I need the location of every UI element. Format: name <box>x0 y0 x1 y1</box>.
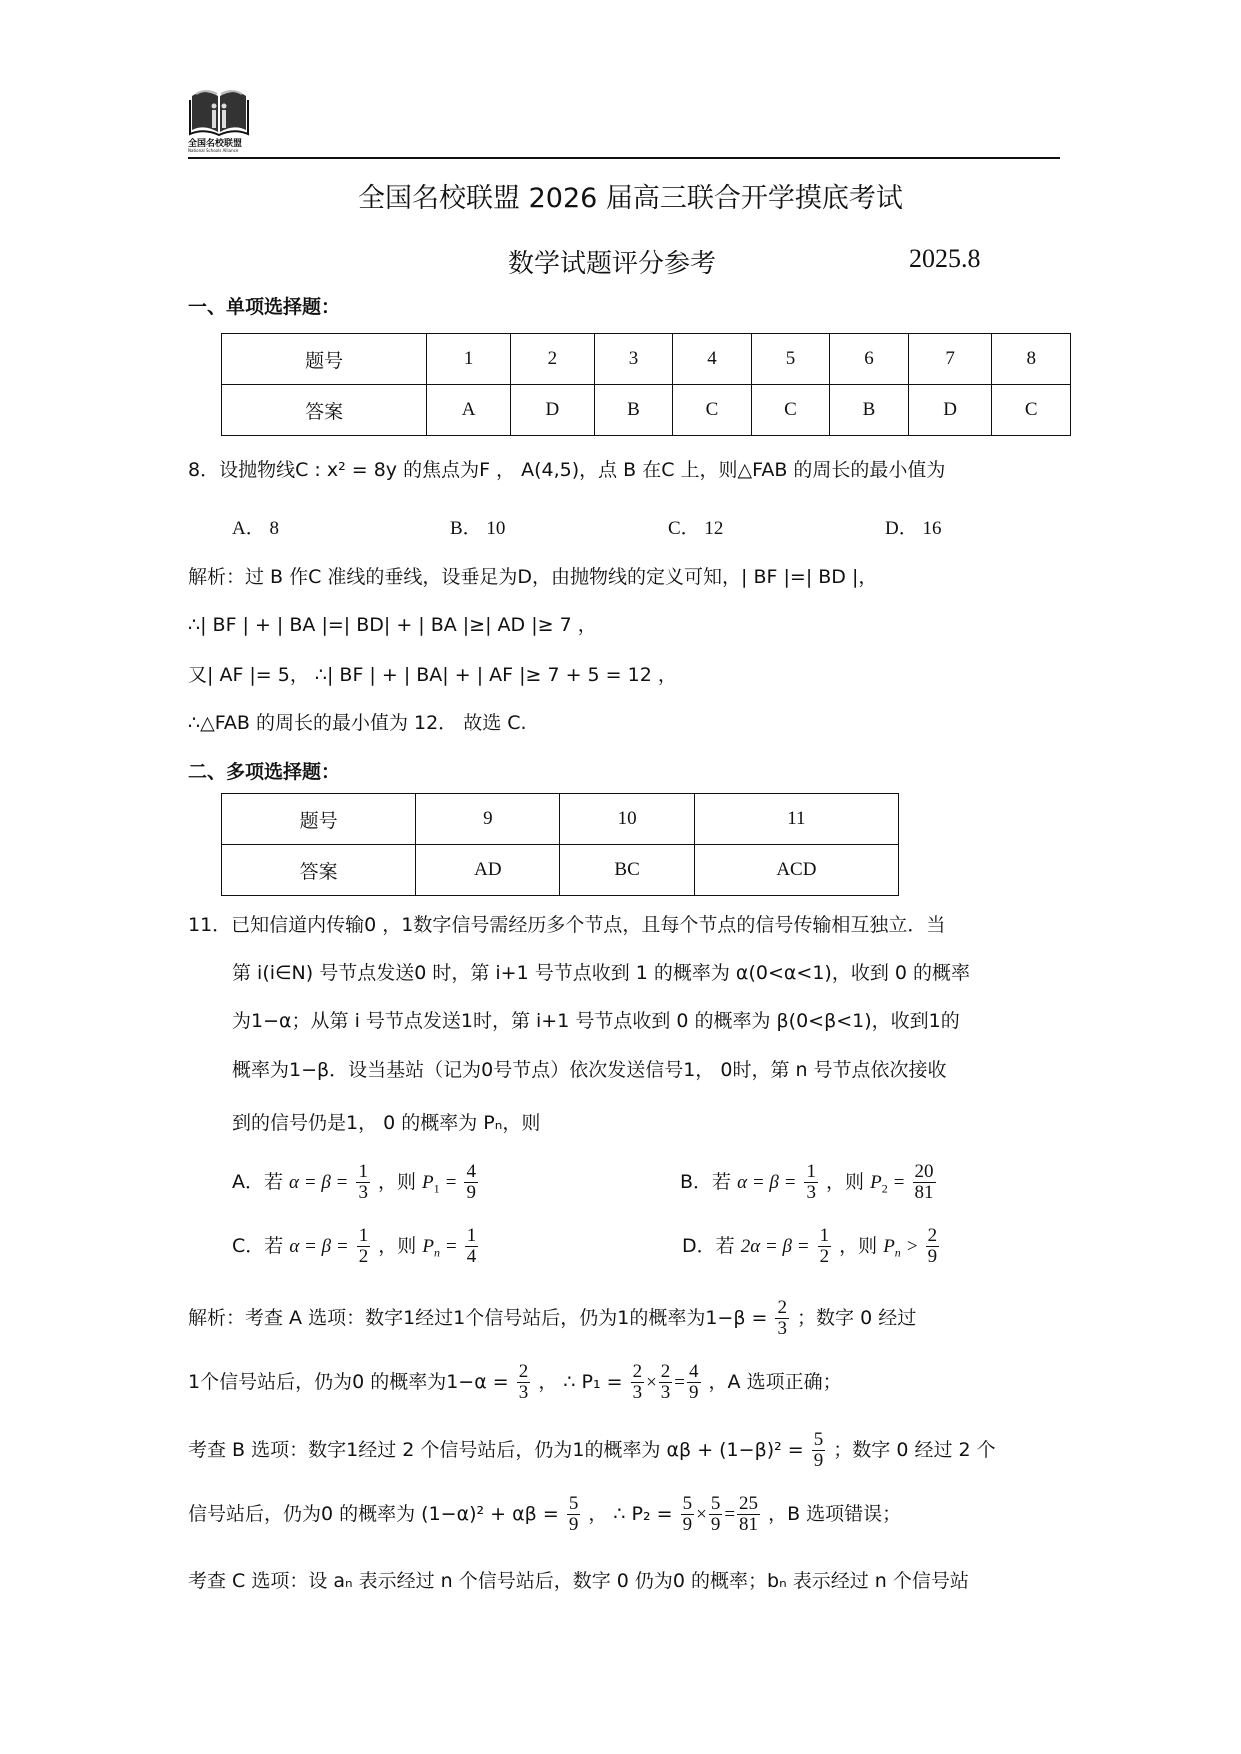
q11-stem-line: 概率为1−β．设当基站（记为0号节点）依次发送信号1， 0时，第 n 号节点依次接收 <box>232 1059 947 1081</box>
fraction: $\frac{5}{9}$ <box>813 1429 824 1471</box>
fraction: $\frac{1}{3}$ <box>358 1161 368 1203</box>
option-condition: 2α = β = <box>740 1235 810 1257</box>
q8-solution-line: ∴△FAB 的周长的最小值为 12． 故选 C. <box>188 712 527 734</box>
q11-stem-line: 到的信号仍是1， 0 的概率为 Pₙ，则 <box>232 1112 541 1134</box>
question-number: 3 <box>594 334 673 385</box>
option-label: D．若 <box>682 1234 735 1257</box>
q8-stem: 8．设抛物线C : x² = 8y 的焦点为F ， A(4,5)，点 B 在C 上，则△FAB 的周长的最小值为 <box>188 459 946 481</box>
q8-option-d: D． 16 <box>885 518 942 539</box>
q8-solution-line: 解析：过 B 作C 准线的垂线，设垂足为D，由抛物线的定义可知，| BF |=| BD |， <box>188 566 878 588</box>
question-number: 6 <box>830 334 909 385</box>
fraction: $\frac{1}{2}$ <box>819 1225 830 1267</box>
row-label: 答案 <box>222 845 416 896</box>
q11-solution-a-line2: 1个信号站后，仍为0 的概率为1−α = $\frac{2}{3}$ ， ∴ P₁ = $\frac{2}{3}$ × $\frac{2}{3}$ = $\frac{4}{9}$ ，A 选项正确； <box>188 1361 842 1403</box>
answer-cell: C <box>673 385 752 436</box>
book-logo-icon <box>188 86 250 136</box>
section-heading-multiple-choice: 二、多项选择题： <box>188 761 341 783</box>
section-heading-single-choice: 一、单项选择题： <box>188 296 341 318</box>
question-number: 8 <box>992 334 1071 385</box>
table-row-answers <box>222 845 899 896</box>
option-label: A．若 <box>232 1170 283 1193</box>
q11-solution-a-line1: 解析：考查 A 选项：数字1经过1个信号站后，仍为1的概率为1−β = $\frac{2}{3}$ ；数字 0 经过 <box>188 1297 917 1339</box>
fraction: $\frac{2}{3}$ <box>777 1297 787 1339</box>
row-label: 题号 <box>222 334 427 385</box>
answer-cell: BC <box>560 845 694 896</box>
question-number: 10 <box>560 794 694 845</box>
document-subtitle: 数学试题评分参考 <box>508 249 717 279</box>
fraction: $\frac{1}{3}$ <box>806 1161 816 1203</box>
q11-solution-b-line1: 考查 B 选项：数字1经过 2 个信号站后，仍为1的概率为 αβ + (1−β)² = $\frac{5}{9}$ ；数字 0 经过 2 个 <box>188 1429 996 1471</box>
option-then: ，则 <box>826 1170 865 1193</box>
q8-solution-line: ∴| BF | + | BA |=| BD| + | BA |≥| AD |≥ 7 ， <box>188 614 597 636</box>
question-number: 5 <box>751 334 830 385</box>
answer-cell: C <box>992 385 1071 436</box>
answer-cell: D <box>510 385 594 436</box>
question-number: 4 <box>673 334 752 385</box>
option-condition: α = β = <box>737 1171 797 1193</box>
fraction: $\frac{25}{81}$ <box>739 1493 759 1535</box>
option-condition: α = β = <box>289 1235 349 1257</box>
fraction: $\frac{2}{3}$ <box>660 1361 671 1403</box>
q11-option-c: C．若 α = β = $\frac{1}{2}$ ，则 $P_n$ = $\frac{1}{4}$ <box>232 1225 477 1267</box>
q11-option-a: A．若 α = β = $\frac{1}{3}$ ，则 $P_1$ = $\frac{4}{9}$ <box>232 1161 476 1203</box>
logo-text-en: National Schools Alliance <box>188 148 239 153</box>
option-then: ，则 <box>377 1170 416 1193</box>
exam-title: 全国名校联盟 2026 届高三联合开学摸底考试 <box>358 183 903 214</box>
answer-cell: B <box>830 385 909 436</box>
fraction: $\frac{4}{9}$ <box>689 1361 699 1403</box>
q8-option-b: B． 10 <box>450 518 506 539</box>
option-then: ，则 <box>378 1234 417 1257</box>
fraction: $\frac{20}{81}$ <box>914 1161 934 1203</box>
q11-option-d: D．若 2α = β = $\frac{1}{2}$ ，则 $P_n$ > $\frac{2}{9}$ <box>682 1225 938 1267</box>
logo-text-cn: 全国名校联盟 <box>188 139 243 149</box>
question-number: 1 <box>427 334 511 385</box>
answer-cell: B <box>594 385 673 436</box>
fraction: $\frac{2}{3}$ <box>632 1361 643 1403</box>
row-label: 题号 <box>222 794 416 845</box>
q8-solution-line: 又| AF |= 5， ∴| BF | + | BA| + | AF |≥ 7 + 5 = 12 ， <box>188 664 677 686</box>
table-row-numbers <box>222 334 1071 385</box>
answer-cell: AD <box>416 845 560 896</box>
answer-cell: C <box>751 385 830 436</box>
q11-stem-line: 为1−α；从第 i 号节点发送1时，第 i+1 号节点收到 0 的概率为 β(0<β<1)，收到1的 <box>232 1010 960 1032</box>
q8-option-c: C． 12 <box>668 518 724 539</box>
fraction: $\frac{5}{9}$ <box>682 1493 693 1535</box>
fraction: $\frac{1}{4}$ <box>466 1225 477 1267</box>
q8-option-a: A． 8 <box>232 518 279 539</box>
answer-cell: A <box>427 385 511 436</box>
q11-solution-c-line1: 考查 C 选项：设 aₙ 表示经过 n 个信号站后，数字 0 仍为0 的概率；bₙ 表示经过 n 个信号站 <box>188 1570 969 1592</box>
fraction: $\frac{2}{9}$ <box>927 1225 938 1267</box>
single-choice-answer-table <box>221 333 1071 436</box>
row-label: 答案 <box>222 385 427 436</box>
option-label: C．若 <box>232 1234 284 1257</box>
option-condition: α = β = <box>289 1171 349 1193</box>
question-number: 7 <box>908 334 992 385</box>
fraction: $\frac{2}{3}$ <box>518 1361 529 1403</box>
q11-stem-line: 11．已知信道内传输0 ，1数字信号需经历多个节点，且每个节点的信号传输相互独立．当 <box>188 914 946 936</box>
option-then: ，则 <box>839 1234 878 1257</box>
question-number: 9 <box>416 794 560 845</box>
header-divider <box>188 157 1060 159</box>
fraction: $\frac{4}{9}$ <box>466 1161 476 1203</box>
option-label: B．若 <box>680 1170 732 1193</box>
fraction: $\frac{1}{2}$ <box>358 1225 369 1267</box>
table-row-answers <box>222 385 1071 436</box>
question-number: 2 <box>510 334 594 385</box>
table-row-numbers <box>222 794 899 845</box>
answer-cell: ACD <box>694 845 898 896</box>
multiple-choice-answer-table <box>221 793 899 896</box>
q11-option-b: B．若 α = β = $\frac{1}{3}$ ，则 $P_2$ = $\frac{20}{81}$ <box>680 1161 934 1203</box>
document-date: 2025.8 <box>909 244 981 273</box>
q11-solution-b-line2: 信号站后，仍为0 的概率为 (1−α)² + αβ = $\frac{5}{9}$ ， ∴ P₂ = $\frac{5}{9}$ × $\frac{5}{9}$ = $\frac{25}{81}$ ，B 选项错误； <box>188 1493 902 1535</box>
question-number: 11 <box>694 794 898 845</box>
fraction: $\frac{5}{9}$ <box>710 1493 721 1535</box>
fraction: $\frac{5}{9}$ <box>568 1493 579 1535</box>
answer-cell: D <box>908 385 992 436</box>
q11-stem-line: 第 i(i∈N) 号节点发送0 时，第 i+1 号节点收到 1 的概率为 α(0<α<1)，收到 0 的概率 <box>232 962 970 984</box>
